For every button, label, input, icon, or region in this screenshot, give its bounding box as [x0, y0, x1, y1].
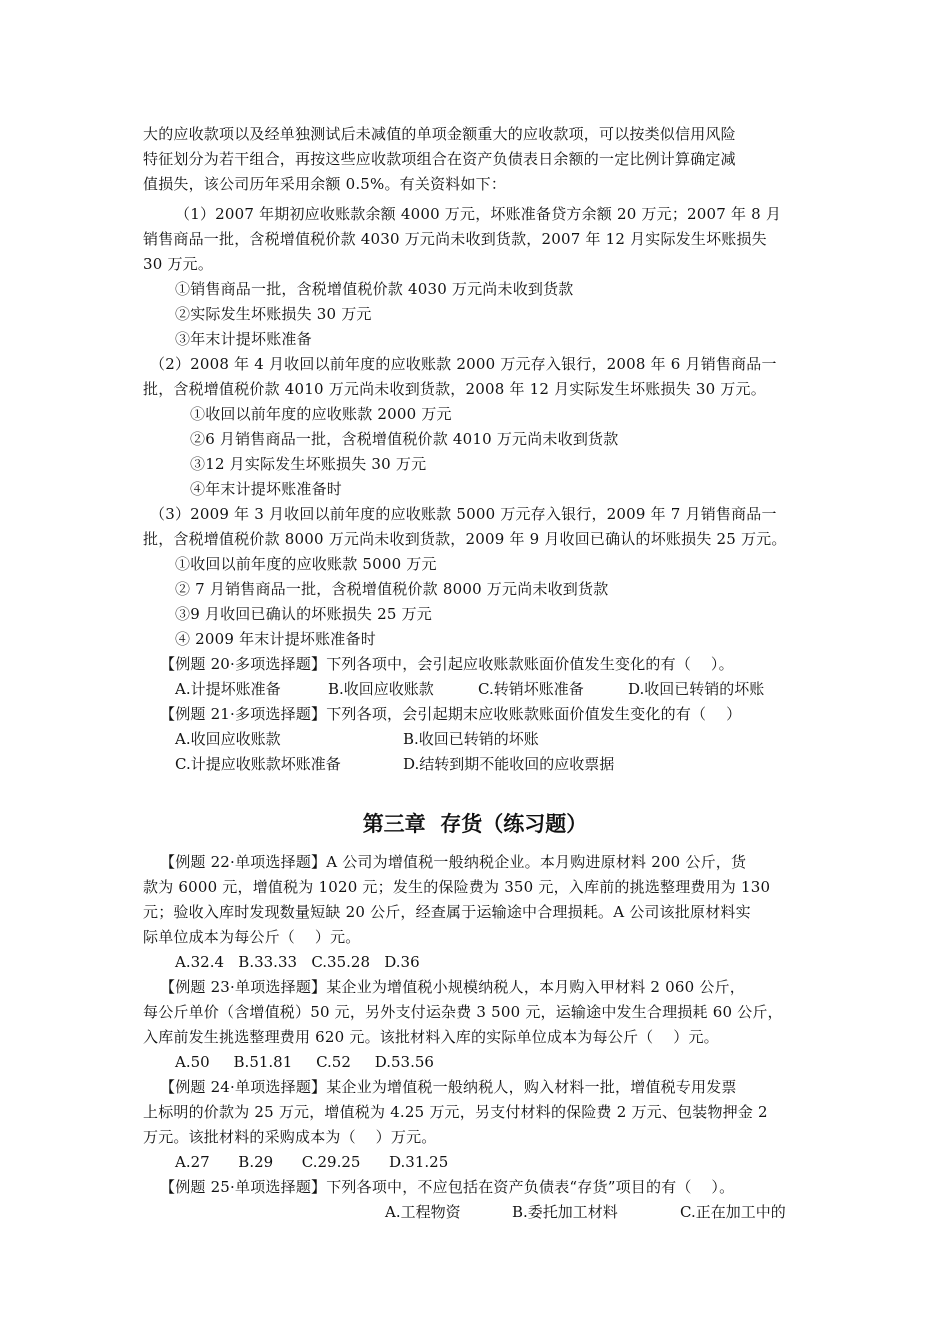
part3-item-1: ①收回以前年度的应收账款 5000 万元	[175, 555, 437, 573]
q22-line-1: 【例题 22·单项选择题】A 公司为增值税一般纳税企业。本月购进原材料 200 公斤，货	[160, 853, 747, 871]
part2-item-3: ③12 月实际发生坏账损失 30 万元	[190, 455, 427, 473]
q24-line-2: 上标明的价款为 25 万元，增值税为 4.25 万元，另支付材料的保险费 2 万元、包装物押金 2	[143, 1103, 768, 1121]
q25-option-b: B.委托加工材料	[512, 1203, 618, 1221]
intro-line-2: 特征划分为若干组合，再按这些应收款项组合在资产负债表日余额的一定比例计算确定减	[143, 150, 736, 168]
part1-item-3: ③年末计提坏账准备	[175, 330, 312, 348]
part3-item-2: ② 7 月销售商品一批，含税增值税价款 8000 万元尚未收到货款	[175, 580, 609, 598]
q22-line-2: 款为 6000 元，增值税为 1020 元；发生的保险费为 350 元，入库前的挑选整理费用为 130	[143, 878, 771, 896]
part2-line-1: （2）2008 年 4 月收回以前年度的应收账款 2000 万元存入银行，2008 年 6 月销售商品一	[150, 355, 777, 373]
part1-line-2: 销售商品一批，含税增值税价款 4030 万元尚未收到货款，2007 年 12 月实际发生坏账损失	[143, 230, 767, 248]
intro-line-3: 值损失，该公司历年采用余额 0.5%。有关资料如下：	[143, 175, 507, 193]
part1-line-3: 30 万元。	[143, 255, 214, 273]
q22-line-4: 际单位成本为每公斤（ ）元。	[143, 928, 361, 946]
q21-option-c: C.计提应收账款坏账准备	[175, 755, 341, 773]
part2-item-1: ①收回以前年度的应收账款 2000 万元	[190, 405, 452, 423]
part1-item-2: ②实际发生坏账损失 30 万元	[175, 305, 372, 323]
q24-options: A.27 B.29 C.29.25 D.31.25	[175, 1153, 449, 1171]
q25-option-a: A.工程物资	[385, 1203, 461, 1221]
q23-options: A.50 B.51.81 C.52 D.53.56	[175, 1053, 434, 1071]
q20-option-a: A.计提坏账准备	[175, 680, 281, 698]
q25-line-1: 【例题 25·单项选择题】下列各项中，不应包括在资产负债表“存货”项目的有（ ）。	[160, 1178, 735, 1196]
q20-option-c: C.转销坏账准备	[478, 680, 584, 698]
part3-line-1: （3）2009 年 3 月收回以前年度的应收账款 5000 万元存入银行，2009 年 7 月销售商品一	[150, 505, 777, 523]
q24-line-1: 【例题 24·单项选择题】某企业为增值税一般纳税人，购入材料一批，增值税专用发票	[160, 1078, 737, 1096]
q23-line-3: 入库前发生挑选整理费用 620 元。该批材料入库的实际单位成本为每公斤（ ）元。	[143, 1028, 719, 1046]
q20-option-d: D.收回已转销的坏账	[628, 680, 765, 698]
q22-options: A.32.4 B.33.33 C.35.28 D.36	[175, 953, 420, 971]
part3-line-2: 批，含税增值税价款 8000 万元尚未收到货款，2009 年 9 月收回已确认的坏账损失 25 万元。	[143, 530, 787, 548]
part2-line-2: 批，含税增值税价款 4010 万元尚未收到货款，2008 年 12 月实际发生坏账损失 30 万元。	[143, 380, 766, 398]
q21-option-b: B.收回已转销的坏账	[403, 730, 539, 748]
q24-line-3: 万元。该批材料的采购成本为（ ）万元。	[143, 1128, 437, 1146]
q21-option-a: A.收回应收账款	[175, 730, 281, 748]
q25-option-c: C.正在加工中的	[680, 1203, 786, 1221]
q21-stem: 【例题 21·多项选择题】下列各项，会引起期末应收账款账面价值发生变化的有（ ）	[160, 705, 742, 723]
q20-stem: 【例题 20·多项选择题】下列各项中，会引起应收账款账面价值发生变化的有（ ）。	[160, 655, 734, 673]
part3-item-3: ③9 月收回已确认的坏账损失 25 万元	[175, 605, 432, 623]
q23-line-2: 每公斤单价（含增值税）50 元，另外支付运杂费 3 500 元，运输途中发生合理损耗 60 公斤，	[143, 1003, 783, 1021]
part2-item-2: ②6 月销售商品一批，含税增值税价款 4010 万元尚未收到货款	[190, 430, 619, 448]
part2-item-4: ④年末计提坏账准备时	[190, 480, 343, 498]
q21-option-d: D.结转到期不能收回的应收票据	[403, 755, 615, 773]
chapter-title: 第三章 存货（练习题）	[362, 812, 588, 836]
part1-item-1: ①销售商品一批，含税增值税价款 4030 万元尚未收到货款	[175, 280, 574, 298]
q22-line-3: 元；验收入库时发现数量短缺 20 公斤，经查属于运输途中合理损耗。A 公司该批原材料实	[143, 903, 751, 921]
part1-line-1: （1）2007 年期初应收账款余额 4000 万元，坏账准备贷方余额 20 万元；2007 年 8 月	[175, 205, 782, 223]
q20-option-b: B.收回应收账款	[328, 680, 434, 698]
intro-line-1: 大的应收款项以及经单独测试后未减值的单项金额重大的应收款项，可以按类似信用风险	[143, 125, 736, 143]
q23-line-1: 【例题 23·单项选择题】某企业为增值税小规模纳税人，本月购入甲材料 2 060 公斤，	[160, 978, 745, 996]
part3-item-4: ④ 2009 年末计提坏账准备时	[175, 630, 376, 648]
